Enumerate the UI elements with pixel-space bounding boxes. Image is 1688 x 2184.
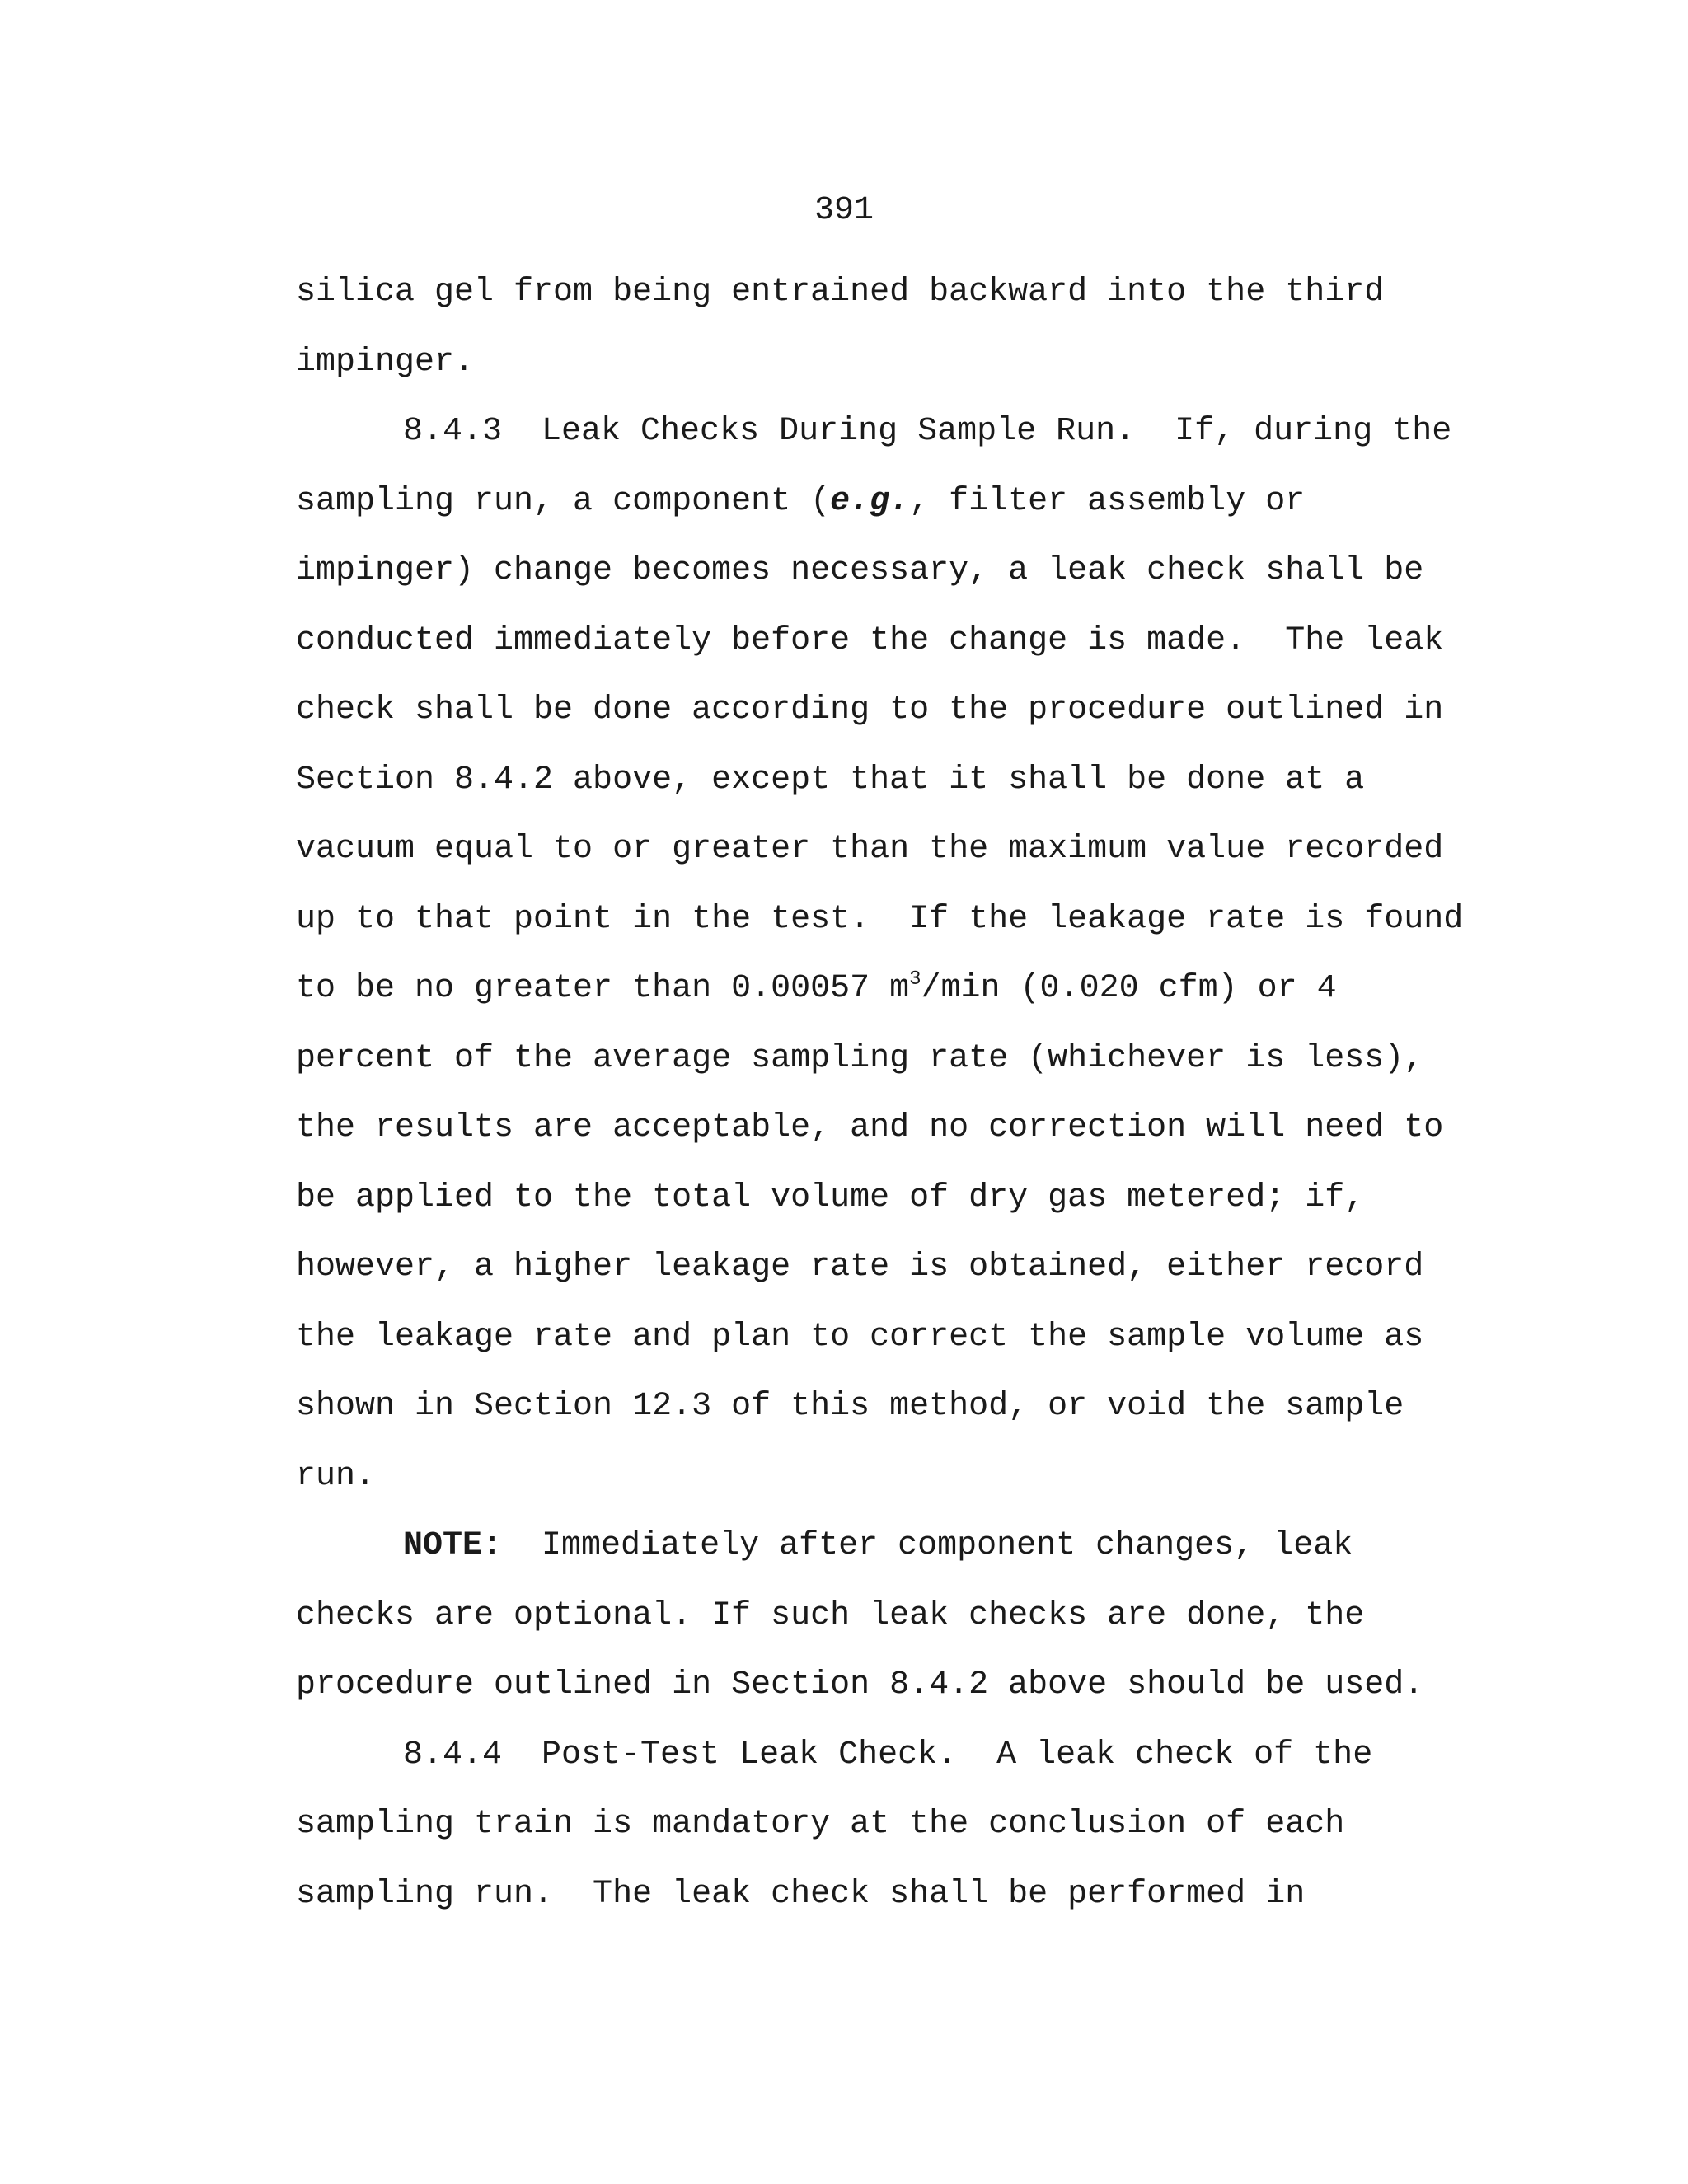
text-line: Section 8.4.2 above, except that it shall be done at a bbox=[296, 761, 1365, 799]
text-line bbox=[296, 954, 1466, 1024]
text-fragment: to be no greater than 0.00057 m bbox=[296, 970, 910, 1007]
text-line: the leakage rate and plan to correct the sample volume as bbox=[296, 1318, 1424, 1356]
text-line: however, a higher leakage rate is obtained, either record bbox=[296, 1249, 1424, 1286]
text-line: vacuum equal to or greater than the maximum value recorded bbox=[296, 831, 1444, 868]
text-line: the results are acceptable, and no correction will need to bbox=[296, 1109, 1444, 1146]
text-line: conducted immediately before the change is made. The leak bbox=[296, 621, 1444, 659]
text-fragment: , filter assembly or bbox=[909, 482, 1306, 520]
text-line: impinger. bbox=[296, 343, 475, 381]
text-line: shown in Section 12.3 of this method, or void the sample bbox=[296, 1388, 1404, 1425]
document-body bbox=[296, 258, 1466, 1929]
text-line bbox=[296, 467, 1466, 537]
text-line: sampling run. The leak check shall be performed in bbox=[296, 1875, 1306, 1913]
text-line: procedure outlined in Section 8.4.2 above should be used. bbox=[296, 1666, 1424, 1704]
text-line: impinger) change becomes necessary, a leak check shall be bbox=[296, 552, 1424, 589]
text-line: percent of the average sampling rate (whichever is less), bbox=[296, 1039, 1424, 1077]
text-fragment: sampling run, a component ( bbox=[296, 482, 831, 520]
text-line: up to that point in the test. If the leakage rate is found bbox=[296, 900, 1464, 938]
section-heading-8-4-4: 8.4.4 Post-Test Leak Check. A leak check of the bbox=[403, 1736, 1373, 1774]
text-fragment: Immediately after component changes, leak bbox=[502, 1527, 1353, 1564]
note-line bbox=[296, 1511, 1466, 1582]
text-line: silica gel from being entrained backward into the third bbox=[296, 274, 1385, 311]
emphasis-eg: e.g. bbox=[830, 482, 910, 520]
text-line: sampling train is mandatory at the conclusion of each bbox=[296, 1806, 1345, 1843]
text-line: check shall be done according to the procedure outlined in bbox=[296, 691, 1444, 729]
text-fragment: /min (0.020 cfm) or 4 bbox=[921, 970, 1337, 1007]
text-line: run. bbox=[296, 1457, 376, 1495]
page-number: 391 bbox=[814, 192, 874, 229]
text-line: be applied to the total volume of dry gas metered; if, bbox=[296, 1179, 1365, 1216]
text-line: checks are optional. If such leak checks are done, the bbox=[296, 1596, 1365, 1634]
superscript-3: 3 bbox=[909, 968, 921, 991]
note-label: NOTE: bbox=[403, 1527, 503, 1564]
section-heading-8-4-3: 8.4.3 Leak Checks During Sample Run. If, during the bbox=[403, 413, 1452, 450]
